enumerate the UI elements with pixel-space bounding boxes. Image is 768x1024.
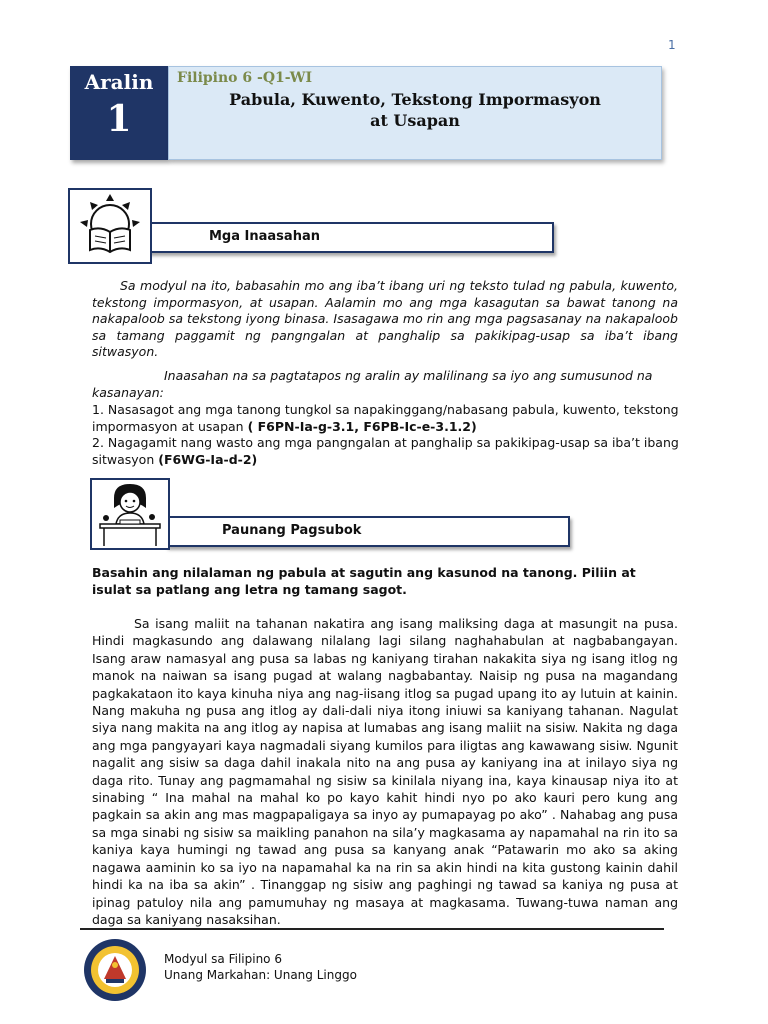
- expectation-paragraph: Inaasahan na sa pagtatapos ng aralin ay malilinang sa iyo ang sumusunod na kasanayan:: [92, 368, 653, 400]
- lesson-header: [70, 66, 662, 160]
- subject-code: Filipino 6 -Q1-WI: [177, 70, 313, 86]
- division-seal-logo: [82, 937, 148, 1003]
- footer-quarter-week: Unang Markahan: Unang Linggo: [164, 968, 357, 982]
- book-reading-icon: [70, 190, 150, 262]
- section-title-inaasahan: Mga Inaasahan: [209, 229, 320, 244]
- objective-item-1: [92, 402, 680, 435]
- footer-divider: [80, 928, 664, 930]
- aralin-badge: [70, 66, 168, 160]
- lesson-title: [169, 89, 661, 131]
- fable-story: Sa isang maliit na tahanan nakatira ang isang maliksing daga at masungit na pusa. Hindi magkasundo ang dalawang nilalang lagi silang naghahabulan at nagbabangayan. Isang araw namasyal ang pusa sa labas ng kaniyang tirahan nakakita siya ng isang itlog ng manok na naiwan sa isang pugad at walang nagbabantay. Naisip ng pusa na magandang pagkakataon ito kaya kinuha niya ang nag-iisang itlog sa pugad upang ito ay lutuin at kainin. Nang makuha ng pusa ang itlog ay dali-dali niya itong iniuwi sa kaniyang tahanan. Nagulat siya nang makita na ang itlog ay napisa at lumabas ang isang maliit na sisiw. Nakita ng daga ang mga pangyayari kaya nagmadali siyang kumilos para iligtas ang kawawang sisiw. Ngunit nagalit ang sisiw sa daga dahil inakala nito na ang pusa ay kaniyang ina at inilayo siya ng daga rito. Tunay ang pagmamahal ng sisiw sa kinilala niyang ina, kaya kinausap niya ito at sinabing “ Ina mahal na mahal ko po kayo kahit hindi nyo po ako kauri pero kung ang pagkain sa akin ang mas magpapaligaya sa inyo ay pumapayag po ako” . Nahabag ang pusa sa mga sinabi ng sisiw sa maikling panahon na sila’y magkasama ay napamahal na rin ito sa kaniya kaya humingi ng tawad ang pusa sa kanyang anak “Patawarin mo ako sa aking nagawa aaminin ko sa iyo na napamahal ka na rin sa akin hindi na kita gustong kainin dahil hindi ka na iba sa akin” . Tinanggap ng sisiw ang paghingi ng tawad sa kaniya ng pusa at ipinag patuloy nila ang pamumuhay ng masaya at magkasama. Tuwang-tuwa naman ang daga sa kaniyang nasaksihan.: [92, 616, 678, 927]
- page-number: 1: [668, 38, 676, 52]
- section-title-pagsubok: Paunang Pagsubok: [222, 523, 362, 538]
- intro-paragraph: Sa modyul na ito, babasahin mo ang iba’t ibang uri ng teksto tulad ng pabula, kuwento, tekstong impormasyon, at usapan. Aalamin mo ang mga kasagutan sa bawat tanong na nakapaloob sa tekstong iyong binasa. Isasagawa mo rin ang mga pagsasanay na nakapaloob sa tamang paggamit ng pangngalan at panghalip sa pakikipag-usap sa iba’t ibang sitwasyon.: [92, 278, 678, 359]
- objective-1-text: 1. Nasasagot ang mga tanong tungkol sa napakinggang/nabasang pabula, kuwento, tekstong impormasyon at usapan: [92, 402, 679, 434]
- reading-icon-frame: [68, 188, 152, 264]
- test-instruction: Basahin ang nilalaman ng pabula at sagutin ang kasunod na tanong. Piliin at isulat sa patlang ang letra ng tamang sagot.: [92, 565, 636, 597]
- title-box: [168, 66, 662, 160]
- objective-2-code: (F6WG-Ia-d-2): [158, 451, 258, 467]
- objective-2-text: 2. Nagagamit nang wasto ang mga pangngalan at panghalip sa pakikipag-usap sa iba’t ibang sitwasyon: [92, 435, 679, 467]
- objective-item-2: [92, 435, 680, 468]
- student-writing-icon: [92, 480, 168, 548]
- footer-module-name: Modyul sa Filipino 6: [164, 952, 282, 966]
- lesson-title-line1: Pabula, Kuwento, Tekstong Impormasyon: [229, 90, 601, 109]
- aralin-number: 1: [106, 98, 132, 140]
- lesson-title-line2: at Usapan: [370, 111, 460, 130]
- student-icon-frame: [90, 478, 170, 550]
- objective-1-code: ( F6PN-Ia-g-3.1, F6PB-Ic-e-3.1.2): [247, 418, 477, 434]
- aralin-label: Aralin: [84, 70, 154, 94]
